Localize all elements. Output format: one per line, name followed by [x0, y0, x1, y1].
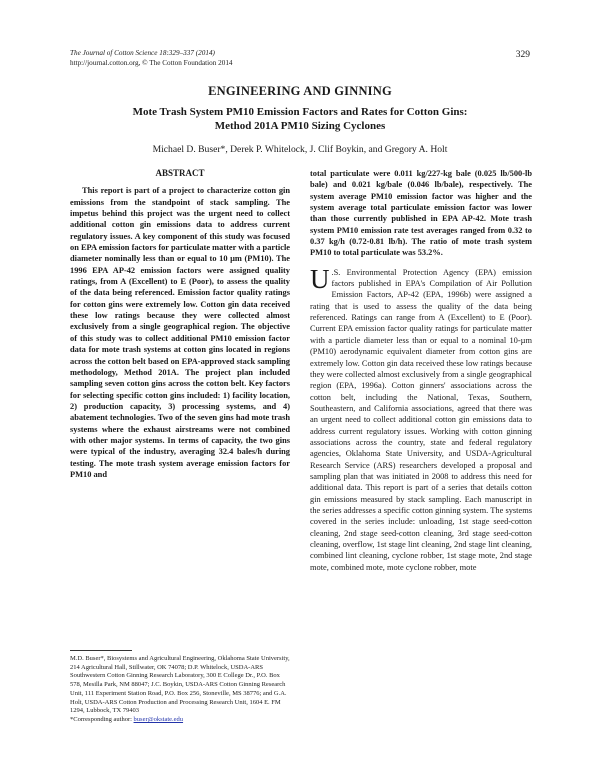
corresponding-email-link[interactable]: buser@okstate.edu [133, 715, 184, 723]
abstract-continuation: total particulate were 0.011 kg/227-kg bale (0.025 lb/500-lb bale) and 0.021 kg/bale (0.046 lb/bale), respectively. The system average PM10 emission factor was higher and the system average total particulate emission factor was lower than those currently published in EPA AP-42. Mote trash system PM10 emission rate test averages ranged from 0.32 to 0.37 kg/h (0.72-0.81 lb/h). The ratio of mote trash system PM10 to total particulate was 53.2%. [310, 169, 532, 258]
journal-url[interactable]: http://journal.cotton.org, © The Cotton Foundation 2014 [70, 58, 233, 67]
right-column [310, 168, 532, 573]
section-title: ENGINEERING AND GINNING [208, 84, 392, 98]
corresponding-label: *Corresponding author: [70, 715, 134, 723]
affiliations-footnote [70, 640, 292, 725]
journal-citation: The Journal of Cotton Science 18:329–337 (2014) [70, 49, 215, 57]
author-list: Michael D. Buser*, Derek P. Whitelock, J. Clif Boykin, and Gregory A. Holt [152, 144, 448, 155]
paper-title-line-1: Mote Trash System PM10 Emission Factors and Rates for Cotton Gins: [132, 106, 468, 118]
drop-cap: U [310, 263, 330, 294]
footnote-rule [70, 650, 132, 651]
left-column [70, 168, 290, 480]
affiliations-text: M.D. Buser*, Biosystems and Agricultural Engineering, Oklahoma State University, 214 Agricultural Hall, Stillwater, OK 74078; D.P. Whitelock, USDA-ARS Southwestern Cotton Ginning Research Laboratory, 300 E College Dr., P.O. Box 578, Mesilla Park, NM 88047; J.C. Boykin, USDA-ARS Cotton Ginning Research Unit, 111 Experiment Station Road, P.O. Box 256, Stoneville, MS 38776; and G.A. Holt, USDA-ARS Cotton Production and Processing Research Unit, 1604 E. FM 1294, Lubbock, TX 79403 [70, 655, 290, 715]
introduction-paragraph [310, 263, 532, 573]
abstract-text: This report is part of a project to characterize cotton gin emissions from the standpoint of stack sampling. The impetus behind this project was the urgent need to collect additional cotton gin emissions data to address current regulatory issues. A key component of this study was focused on EPA emission factors for particulate matter with a particle diameter nominally less than or equal to 10 µm (PM10). The 1996 EPA AP-42 emission factors were assigned quality ratings, from A (Excellent) to E (Poor), to assess the quality of the data being referenced. Emission factor quality ratings for cotton gins were extremely low. Cotton gin data received these low ratings because they were collected almost exclusively from a single geographical region. The objective of this study was to collect additional PM10 emission factor data for mote trash systems at cotton gins located in regions across the cotton belt based on EPA-approved stack sampling methodology, Method 201A. The project plan included sampling seven cotton gins across the cotton belt. Key factors for selecting specific cotton gins included: 1) facility location, 2) production capacity, 3) processing systems, and 4) abatement technologies. Two of the seven gins had mote trash systems where the exhaust airstreams were not combined with other major systems. In terms of capacity, the two gins were typical of the industry, averaging 32.4 bales/h during testing. The mote trash system average emission factors for PM10 and [70, 186, 290, 479]
corresponding-author [70, 716, 292, 725]
page-number: 329 [515, 50, 530, 60]
introduction-text: .S. Environmental Protection Agency (EPA) emission factors published in EPA's Compilation of Air Pollution Emission Factors, AP-42 (EPA, 1996b) were assigned a rating that is used to assess the quality of the data being referenced. Ratings can range from A (Excellent) to E (Poor). Current EPA emission factor quality ratings for particulate matter with a particle diameter less than or equal to a nominal 10-µm (PM10) aerodynamic equivalent diameter from cotton gins are extremely low. Cotton gin data received these low ratings because they were collected almost exclusively from a single geographical region (EPA, 1996a). Cotton ginners' associations across the cotton belt, including the National, Texas, Southern, Southeastern, and California associations, agreed that there was an urgent need to collect additional cotton gin emissions data to address current regulatory issues. Working with cotton ginning associations across the country, state and federal regulatory agencies, Oklahoma State University, and USDA-Agricultural Research Service (ARS) researchers developed a proposal and sampling plan that was initiated in 2008 to address this need for additional data. This report is part of a series that details cotton gin emissions measured by stack sampling. Each manuscript in the series addresses a specific cotton ginning system. The systems covered in the series include: unloading, 1st stage seed-cotton cleaning, 2nd stage seed-cotton cleaning, 3rd stage seed-cotton cleaning, overflow, 1st stage lint cleaning, 2nd stage lint cleaning, combined lint cleaning, cyclone robber, 1st stage mote, 2nd stage mote, combined mote, mote cyclone robber, mote [310, 267, 532, 572]
running-header [70, 49, 530, 68]
paper-title [90, 105, 510, 133]
paper-title-line-2: Method 201A PM10 Sizing Cyclones [214, 120, 386, 132]
abstract-heading: ABSTRACT [155, 168, 205, 178]
